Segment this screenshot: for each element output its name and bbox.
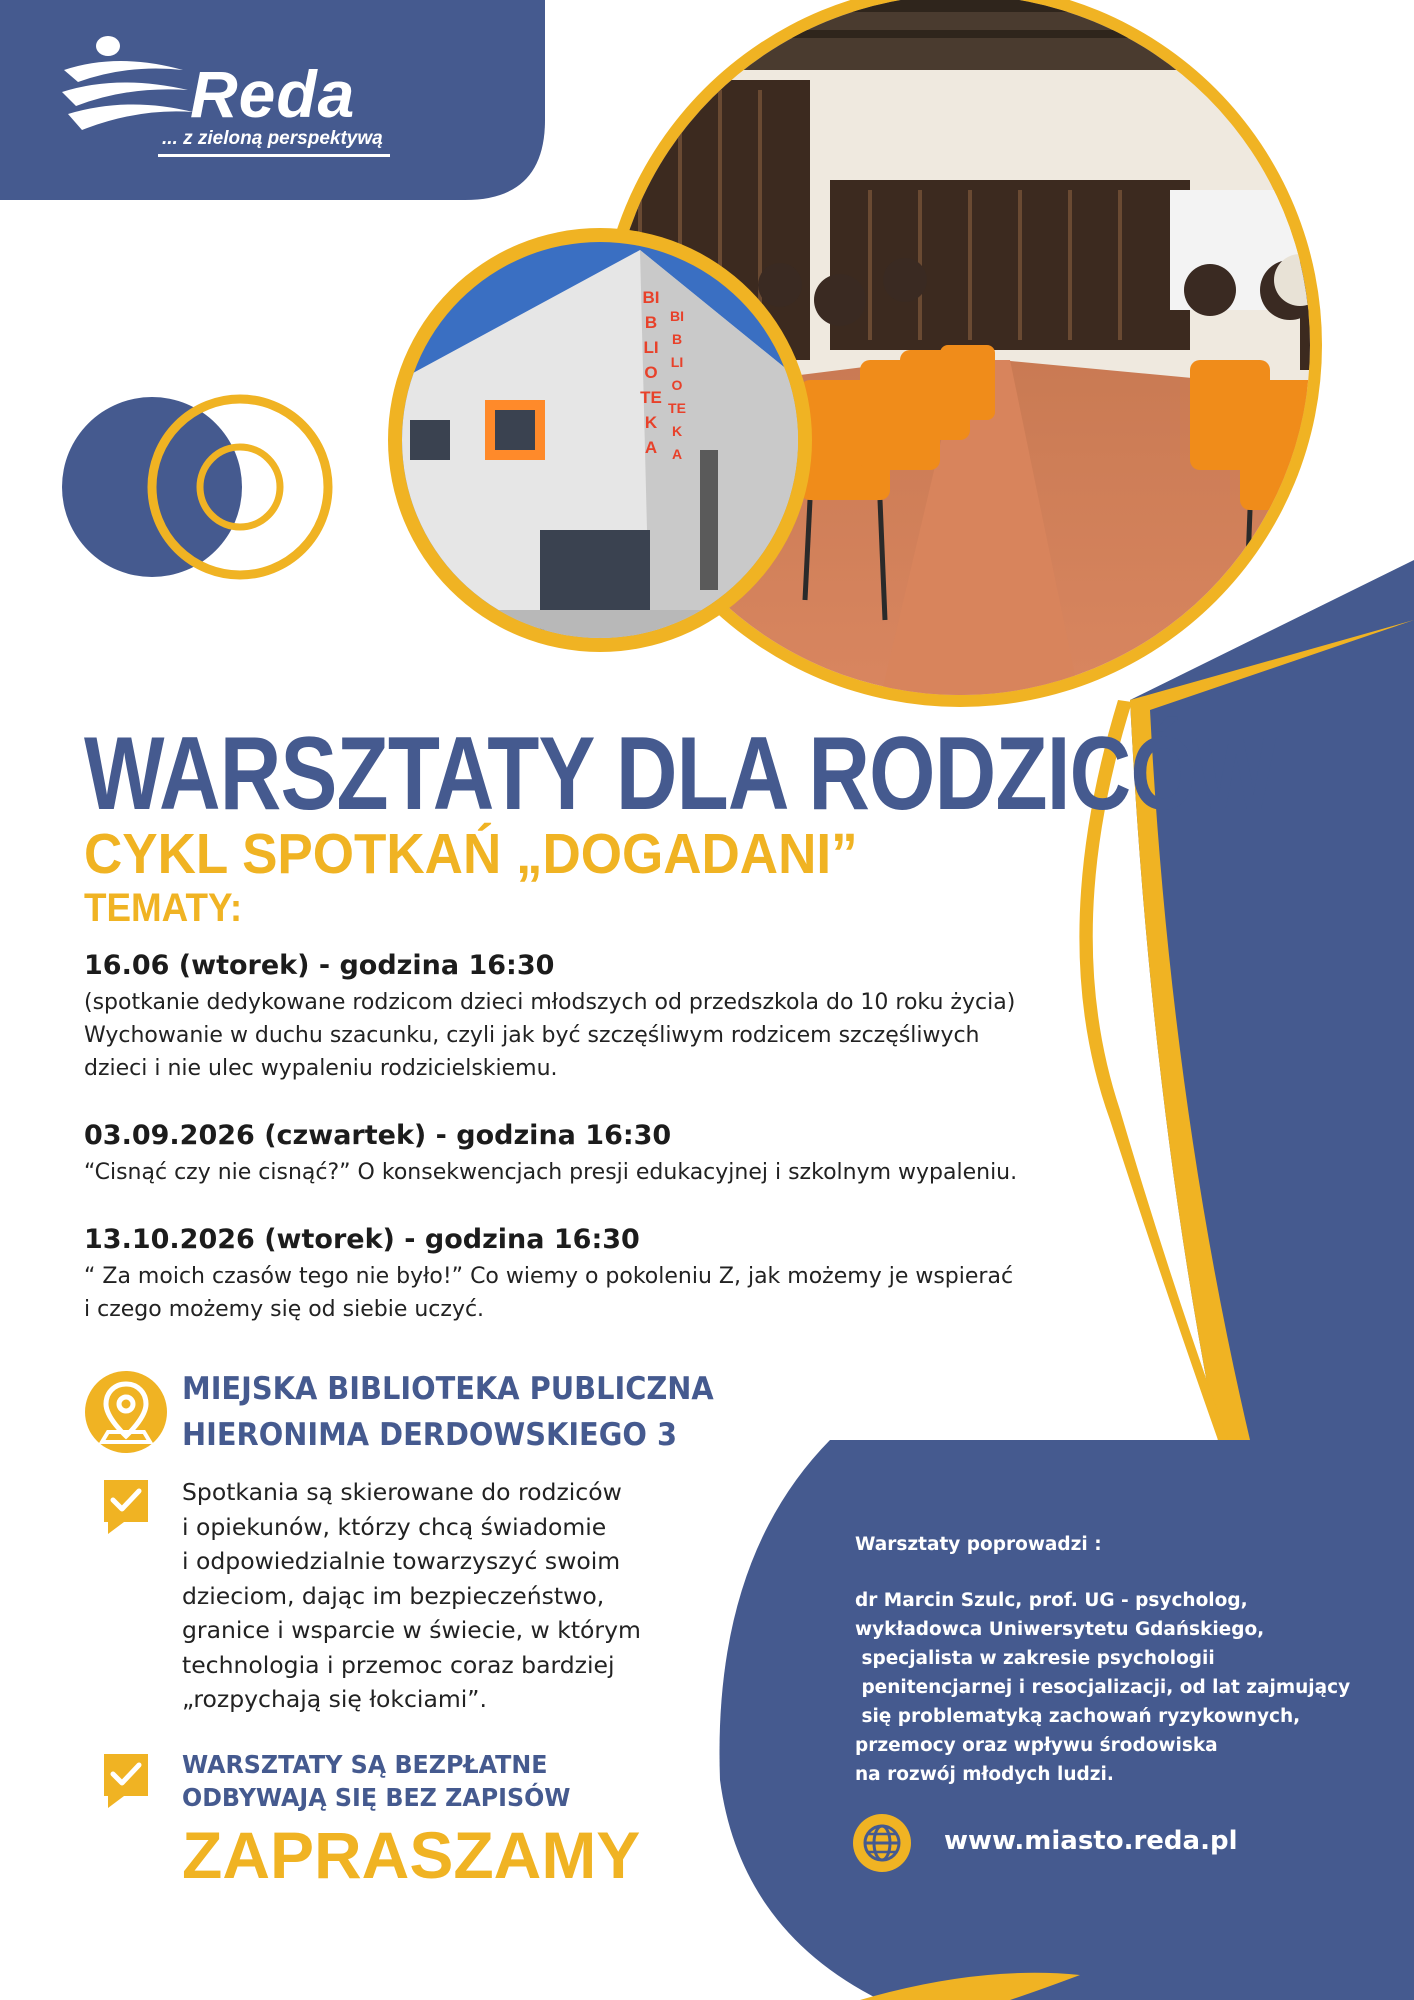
page-title: WARSZTATY DLA RODZICÓW bbox=[84, 716, 1276, 832]
event-description-line: dzieci i nie ulec wypaleniu rodzicielskiemu. bbox=[84, 1056, 558, 1082]
paragraph-line: dzieciom, dając im bezpieczeństwo, bbox=[182, 1581, 605, 1610]
event-item bbox=[84, 1224, 1013, 1326]
library-sign-side: BIBLIOTEKA bbox=[668, 308, 686, 462]
check-badge-icon bbox=[102, 1478, 150, 1536]
host-bio-line: się problematyką zachowań ryzykownych, bbox=[855, 1706, 1301, 1727]
paragraph-line: „rozpychają się łokciami”. bbox=[182, 1685, 487, 1713]
host-bio-line: dr Marcin Szulc, prof. UG - psycholog, bbox=[855, 1590, 1248, 1611]
free-line: WARSZTATY SĄ BEZPŁATNE bbox=[182, 1750, 548, 1779]
host-label: Warsztaty poprowadzi : bbox=[855, 1534, 1102, 1555]
host-bio-line: przemocy oraz wpływu środowiska bbox=[855, 1735, 1218, 1756]
host-bio bbox=[855, 1586, 1350, 1789]
venue-name: MIEJSKA BIBLIOTEKA PUBLICZNA bbox=[182, 1371, 714, 1407]
reda-logo[interactable] bbox=[58, 30, 418, 170]
paragraph-line: technologia i przemoc coraz bardziej bbox=[182, 1650, 615, 1679]
website-link[interactable]: www.miasto.reda.pl bbox=[944, 1826, 1238, 1856]
audience-paragraph bbox=[182, 1475, 641, 1717]
series-subtitle: CYKL SPOTKAŃ „DOGADANI” bbox=[84, 822, 858, 886]
logo-underline bbox=[158, 154, 390, 157]
host-bio-line: na rozwój młodych ludzi. bbox=[855, 1764, 1114, 1785]
logo-tagline: ... z zieloną perspektywą bbox=[162, 128, 383, 149]
paragraph-line: granice i wsparcie w świecie, w którym bbox=[182, 1616, 641, 1644]
topics-label: TEMATY: bbox=[84, 886, 243, 930]
logo-brand: Reda bbox=[190, 57, 356, 131]
event-description-line: Wychowanie w duchu szacunku, czyli jak być szczęśliwym rodzicem szczęśliwych bbox=[84, 1023, 980, 1049]
free-info bbox=[182, 1748, 591, 1814]
library-sign: BIBLIOTEKA bbox=[640, 288, 662, 457]
event-item bbox=[84, 950, 1015, 1085]
event-description-line: (spotkanie dedykowane rodzicom dzieci młodszych od przedszkola do 10 roku życia) bbox=[84, 990, 1016, 1016]
venue-street: HIERONIMA DERDOWSKIEGO 3 bbox=[182, 1417, 678, 1453]
event-item bbox=[84, 1120, 1017, 1189]
location-pin-icon bbox=[84, 1370, 168, 1454]
globe-icon bbox=[853, 1814, 911, 1872]
event-description-line: “Cisnąć czy nie cisnąć?” O konsekwencjach presji edukacyjnej i szkolnym wypaleniu. bbox=[84, 1160, 1018, 1186]
invite-heading: ZAPRASZAMY bbox=[182, 1818, 641, 1892]
host-bio-line: specjalista w zakresie psychologii bbox=[855, 1648, 1215, 1669]
no-registration-line: ODBYWAJĄ SIĘ BEZ ZAPISÓW bbox=[182, 1783, 571, 1812]
paragraph-line: i odpowiedzialnie towarzyszyć swoim bbox=[182, 1547, 621, 1575]
event-description-line: “ Za moich czasów tego nie było!” Co wiemy o pokoleniu Z, jak możemy je wspierać bbox=[84, 1264, 1014, 1290]
event-date: 03.09.2026 (czwartek) - godzina 16:30 bbox=[84, 1120, 672, 1151]
host-bio-line: wykładowca Uniwersytetu Gdańskiego, bbox=[855, 1619, 1265, 1640]
check-badge-icon bbox=[102, 1752, 150, 1810]
event-date: 16.06 (wtorek) - godzina 16:30 bbox=[84, 950, 555, 981]
venue-address bbox=[182, 1366, 754, 1458]
host-bio-line: penitencjarnej i resocjalizacji, od lat zajmujący bbox=[855, 1677, 1351, 1698]
reda-logo-mark-icon bbox=[58, 30, 198, 140]
paragraph-line: i opiekunów, którzy chcą świadomie bbox=[182, 1512, 607, 1541]
event-date: 13.10.2026 (wtorek) - godzina 16:30 bbox=[84, 1224, 640, 1255]
paragraph-line: Spotkania są skierowane do rodziców bbox=[182, 1478, 622, 1506]
event-description-line: i czego możemy się od siebie uczyć. bbox=[84, 1297, 485, 1323]
